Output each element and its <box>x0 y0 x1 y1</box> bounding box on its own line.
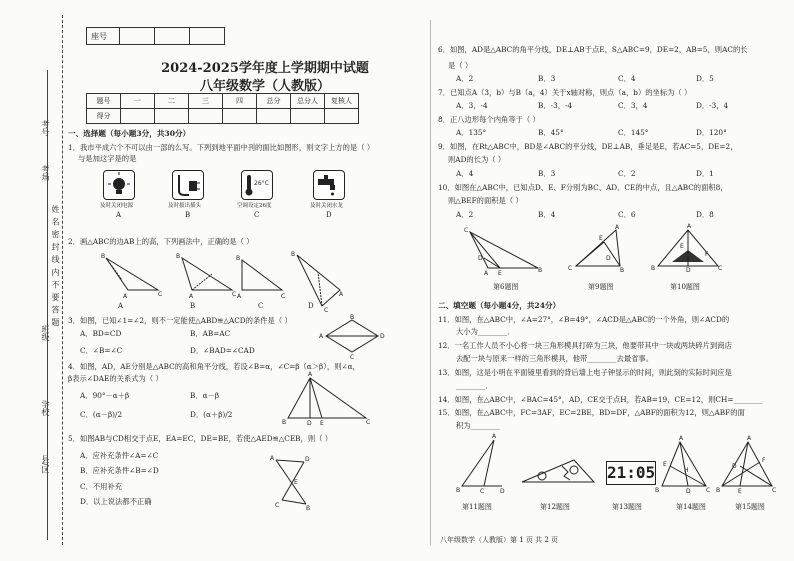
svg-text:A: A <box>484 270 489 277</box>
svg-text:A: A <box>615 224 620 231</box>
q4-option-c[interactable]: C．(α－β)/2 <box>80 410 123 419</box>
q2-figure-b <box>176 253 236 300</box>
score-header: 一 <box>121 94 155 109</box>
question-15-cont: 积为________ <box>456 421 500 430</box>
score-header: 二 <box>155 94 189 109</box>
q6-option-d[interactable]: D．5 <box>696 74 714 83</box>
svg-text:D: D <box>307 420 312 427</box>
thermometer-temp: 26°C <box>254 180 269 187</box>
svg-text:A: A <box>492 433 497 440</box>
svg-text:B: B <box>655 487 660 494</box>
binding-line <box>62 15 63 545</box>
section2-heading: 二、填空题（每小题4分，共24分） <box>438 301 561 310</box>
svg-text:C: C <box>718 265 723 272</box>
svg-text:C: C <box>568 265 573 272</box>
score-header: 题号 <box>87 94 121 109</box>
light-icon <box>103 170 135 200</box>
q6-option-c[interactable]: C．4 <box>618 74 636 83</box>
figure-9 <box>568 224 624 274</box>
score-header: 复核人 <box>325 94 359 109</box>
q7-option-c[interactable]: C．3，4 <box>618 101 648 110</box>
icon-caption: 及时关闭电源 <box>100 203 134 209</box>
figure-15-caption: 第15题图 <box>735 503 765 511</box>
svg-text:D: D <box>478 255 483 262</box>
svg-text:E: E <box>498 270 502 277</box>
q10-option-a[interactable]: A．2 <box>456 210 474 219</box>
q8-option-c[interactable]: C．145° <box>618 128 649 137</box>
q3-option-a[interactable]: A．BD=CD <box>80 329 122 338</box>
question-9-cont: 则AD的长为（ ） <box>448 155 506 164</box>
q4-option-a[interactable]: A．90°－α＋β <box>80 391 130 400</box>
q7-option-d[interactable]: D．-3，4 <box>696 101 729 110</box>
q7-option-b[interactable]: B．-3，-4 <box>538 101 573 110</box>
icon-caption: 及时关闭水龙 <box>310 203 344 209</box>
svg-text:A: A <box>308 371 313 378</box>
svg-text:E: E <box>320 420 324 427</box>
svg-text:E: E <box>680 243 684 250</box>
question-10: 10．如图在△ABC中，已知点D、E、F分别为BC、AD、CE的中点，且△ABC的面积8， <box>438 183 728 192</box>
icon-caption: 及时拔出插头 <box>168 203 202 209</box>
q5-option-d[interactable]: D．以上说法都不正确 <box>80 497 152 506</box>
figure-12-caption: 第12题图 <box>540 503 570 511</box>
svg-text:D: D <box>732 463 737 470</box>
plug-icon <box>172 170 204 200</box>
score-cell[interactable] <box>223 109 257 124</box>
q8-option-d[interactable]: D．120° <box>696 128 727 137</box>
svg-text:E: E <box>663 461 667 468</box>
svg-text:C: C <box>464 227 469 234</box>
column-divider <box>430 20 431 545</box>
q9-option-a[interactable]: A．4 <box>456 169 474 178</box>
figure-14-caption: 第14题图 <box>676 503 706 511</box>
svg-text:B: B <box>291 251 296 258</box>
svg-text:A: A <box>189 293 194 300</box>
q5-figure <box>268 452 318 512</box>
question-6-cont: 是（ ） <box>448 61 473 70</box>
q7-option-a[interactable]: A．3，-4 <box>456 101 488 110</box>
svg-text:E: E <box>294 479 298 486</box>
option-letter: A <box>118 302 124 310</box>
q10-option-c[interactable]: C．6 <box>618 210 636 219</box>
question-3: 3．如图，已知∠1=∠2，则不一定能使△ABD≌△ACD的条件是（ ） <box>68 316 292 325</box>
svg-text:B: B <box>236 255 241 262</box>
svg-text:B: B <box>538 267 543 274</box>
svg-text:B: B <box>101 253 106 260</box>
thermometer-icon <box>241 170 273 200</box>
q2-figure-d <box>291 251 344 314</box>
score-cell[interactable] <box>155 109 189 124</box>
q3-figure <box>318 314 388 361</box>
seal-line-text: 姓 名 密 封 线 内 不 要 答 题 <box>51 205 60 327</box>
seat-cell[interactable] <box>120 28 155 45</box>
score-header: 总分人 <box>291 94 325 109</box>
score-table <box>86 93 359 124</box>
question-10-cont: 则△BEF的面积是（ ） <box>448 196 523 205</box>
seat-table <box>86 27 225 45</box>
figure-14 <box>655 435 710 495</box>
figure-11 <box>456 433 505 495</box>
question-1: 1．我市平成六个不可以由一部的么写。下列到地平面中刊的面比如图形，则文字上方的是（ ） <box>68 143 375 152</box>
figures-6-9-10 <box>458 223 758 277</box>
class-label: 班级 <box>41 325 50 341</box>
section1-heading: 一、选择题（每小题3分，共30分） <box>68 129 191 138</box>
score-cell[interactable] <box>121 109 155 124</box>
svg-text:F: F <box>762 457 766 464</box>
svg-text:A: A <box>237 293 242 300</box>
svg-text:A: A <box>270 455 275 462</box>
question-14: 14．如图，在△ABC中，∠BAC=45°，AD，CE交于点H，若AB=19，CE=12，则CH=________ <box>438 395 763 404</box>
q5-option-a[interactable]: A．应补充条件∠A=∠C <box>80 451 159 460</box>
question-12-cont: 去配一块与原来一样的三角形模具，他带________去最省事。 <box>456 354 654 363</box>
question-9: 9．如图，在Rt△ABC中，BD是∠ABC的平分线，DE⊥AB，垂足是E，若AC=5，DE=2， <box>438 142 738 151</box>
binding-solid-line <box>47 70 49 540</box>
svg-text:A: A <box>339 291 344 298</box>
q8-option-b[interactable]: B．45° <box>538 128 564 137</box>
q6-option-b[interactable]: B．3 <box>538 74 556 83</box>
figure-10 <box>651 223 722 274</box>
question-6: 6．如图，AD是△ABC的角平分线，DE⊥AB于点E，S△ABC=9，DE=2，AB=5，则AC的长 <box>438 45 748 54</box>
exam-no-label: 考号 <box>41 120 50 136</box>
svg-text:A: A <box>687 223 692 230</box>
q9-option-b[interactable]: B．3 <box>538 169 556 178</box>
question-2: 2．画△ABC的边AB上的高，下列画法中，正确的是（ ） <box>68 237 254 246</box>
svg-text:A: A <box>123 293 128 300</box>
question-11: 11．如图，在△ABC中，∠A=27°，∠B=49°，∠ACD是△ABC的一个外角，则∠ACD的 <box>438 315 730 324</box>
svg-text:B: B <box>282 419 287 426</box>
seat-label: 座号 <box>87 28 120 45</box>
q2-figure-a <box>101 253 162 300</box>
question-4: 4．如图，AD，AE分别是△ABC的高和角平分线，若设∠B=α，∠C=β（α＞β），则∠α， <box>68 362 360 371</box>
svg-text:D: D <box>305 456 310 463</box>
question-5: 5．如图AB与CD相交于点E，EA=EC，DE=BE，若使△AED≌△CEB，则（ ） <box>68 434 333 443</box>
score-header: 四 <box>223 94 257 109</box>
svg-text:C: C <box>350 354 355 361</box>
q10-option-b[interactable]: B．4 <box>538 210 556 219</box>
question-13-cont: ________． <box>456 381 493 390</box>
option-letter: C <box>254 211 260 219</box>
svg-text:C: C <box>324 307 329 314</box>
seat-cell[interactable] <box>155 28 190 45</box>
svg-text:E: E <box>738 488 742 495</box>
figure-13-caption: 第13题图 <box>612 503 642 511</box>
exam-title: 2024-2025学年度上学期期中试题 <box>161 61 369 76</box>
question-15: 15．如图，在△ABC中，FC=3AF，EC=2BE，BD=DF，△ABF的面积为12，则△ABF的面 <box>438 408 745 417</box>
svg-text:A: A <box>679 435 684 442</box>
svg-text:B: B <box>456 487 461 494</box>
exam-room-label: 考场 <box>41 165 50 181</box>
county-label: 县/区 <box>41 455 50 474</box>
svg-text:D: D <box>380 333 385 340</box>
icon-caption: 空调设定26度 <box>237 203 272 209</box>
option-letter: B <box>185 211 191 219</box>
svg-text:C: C <box>281 293 286 300</box>
seat-cell[interactable] <box>190 28 225 45</box>
svg-text:B: B <box>176 253 181 260</box>
svg-text:C: C <box>772 487 777 494</box>
svg-text:D: D <box>686 267 691 274</box>
score-cell[interactable] <box>257 109 291 124</box>
figure-6-caption: 第6题图 <box>493 283 519 291</box>
q8-option-a[interactable]: A．135° <box>456 128 487 137</box>
q4-figure <box>282 371 372 427</box>
svg-text:E: E <box>599 235 603 242</box>
q3-option-c[interactable]: C．∠B=∠C <box>80 346 123 355</box>
q6-option-a[interactable]: A．2 <box>456 74 474 83</box>
svg-text:D: D <box>686 488 691 495</box>
q5-option-b[interactable]: B．应补充条件∠B=∠D <box>80 466 159 475</box>
q10-option-d[interactable]: D．8 <box>696 210 714 219</box>
q2-figure-c <box>236 255 285 300</box>
option-letter: D <box>326 211 332 219</box>
question-7: 7．已知点A（3，b）与B（a，4）关于x轴对称，则点（a，b）的坐标为（ ） <box>438 88 692 97</box>
figure-15 <box>716 435 776 495</box>
svg-text:B: B <box>350 314 355 321</box>
figure-12 <box>522 460 594 482</box>
svg-text:D: D <box>606 255 611 262</box>
q5-option-c[interactable]: C．不用补充 <box>80 482 123 491</box>
page-footer: 八年级数学（人教版）第 1 页 共 2 页 <box>440 536 559 544</box>
svg-text:C: C <box>366 419 371 426</box>
svg-text:A: A <box>319 333 324 340</box>
figure-6 <box>464 227 542 277</box>
q4-option-b[interactable]: B．α－β <box>190 391 220 400</box>
question-12: 12．一名工作人员不小心将一块三角形模具打碎为三块，他要带其中一块或两块碎片到商店 <box>438 341 732 350</box>
score-row-label: 得分 <box>87 109 121 124</box>
option-letter: D <box>308 302 314 310</box>
figure-10-caption: 第10题图 <box>670 283 700 291</box>
option-letter: C <box>258 302 264 310</box>
figure-11-caption: 第11题图 <box>462 503 492 511</box>
question-4-cont: β表示∠DAE的关系式为（ ） <box>68 374 163 383</box>
option-letter: B <box>190 302 196 310</box>
exam-subtitle: 八年级数学（人教版） <box>199 79 330 94</box>
score-cell[interactable] <box>189 109 223 124</box>
q3-option-b[interactable]: B．AB=AC <box>190 329 231 338</box>
svg-text:C: C <box>706 487 711 494</box>
svg-text:C: C <box>158 291 163 298</box>
svg-text:A: A <box>747 435 752 442</box>
svg-text:B: B <box>306 505 311 512</box>
q9-option-d[interactable]: D．1 <box>696 169 714 178</box>
svg-text:B: B <box>716 487 721 494</box>
faucet-icon <box>313 170 345 200</box>
mirror-clock: 21:05 <box>606 461 656 485</box>
score-header: 三 <box>189 94 223 109</box>
question-1-cont: 与是加这字是的是 <box>78 154 137 163</box>
question-11-cont: 大小为________． <box>456 327 515 336</box>
question-13: 13．如图，这是小明在平面镜里看到的背后墙上电子钟显示的时间，则此刻的实际时间应是 <box>438 368 732 377</box>
svg-text:B: B <box>651 265 656 272</box>
score-cell[interactable] <box>325 109 359 124</box>
svg-text:B: B <box>620 267 625 274</box>
svg-text:C: C <box>275 502 280 509</box>
svg-text:C: C <box>232 291 237 298</box>
question-8: 8．正八边形每个内角等于（ ） <box>438 115 540 124</box>
score-header: 总分 <box>257 94 291 109</box>
svg-text:C: C <box>480 488 485 495</box>
svg-text:H: H <box>684 467 689 474</box>
option-letter: A <box>116 211 122 219</box>
score-cell[interactable] <box>291 109 325 124</box>
school-label: 学校 <box>41 400 50 416</box>
q9-option-c[interactable]: C．2 <box>618 169 636 178</box>
svg-text:F: F <box>705 251 709 258</box>
q4-option-d[interactable]: D．(α＋β)/2 <box>190 410 233 419</box>
figure-9-caption: 第9题图 <box>588 283 614 291</box>
q3-option-d[interactable]: D．∠BAD=∠CAD <box>190 346 255 355</box>
svg-text:D: D <box>500 488 505 495</box>
